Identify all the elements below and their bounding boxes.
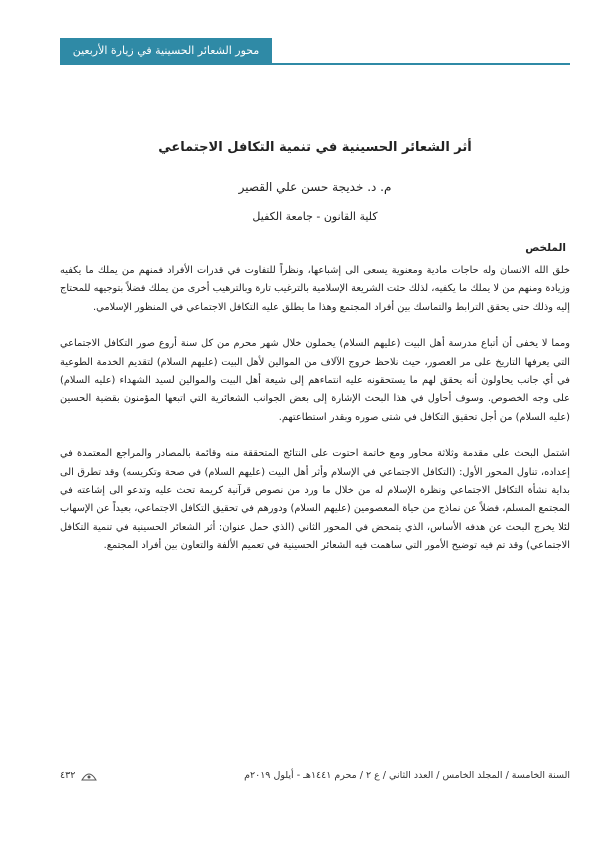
paper-title: أثر الشعائر الحسينية في تنمية التكافل الاجتماعي [158, 140, 472, 155]
abstract-paragraph: خلق الله الانسان وله حاجات مادية ومعنوية يسعى الى إشباعها، ونظراً للتفاوت في قدرات الأفراد فمنهم من يملك ما يكفيه وزيادة ومنهم من لا يملك ما يكفيه، لذلك حثت الشريعة الإسلامية بالترغيب تارة وبالترهيب أخرى من يملك فضلاً بتوجيهه للمحتاج إليه وذلك حتى يحقق الترابط والتماسك بين أفراد المجتمع وهذا ما يطلق عليه التكافل الاجتماعي في المنظور الإسلامي. [60, 265, 570, 313]
page-number: ٤٣٢ [60, 770, 76, 781]
abstract-paragraph: اشتمل البحث على مقدمة وثلاثة محاور ومع خاتمة احتوت على النتائج المتحققة منه وقائمة بالمصادر والمراجع المعتمدة في إعداده، تناول المحور الأول: (التكافل الاجتماعي في الإسلام وأثر أهل البيت (عليهم السلام) في صحة وتكريسه) وقد تطرق الى بداية نشأة التكافل الاجتماعي ونظرة الإسلام له من خلال ما ورد من نصوص قرآنية كريمة تحث عليه وتدعو الى إشاعته في المجتمع المسلم، فضلاً عن نماذج من حياة المعصومين (عليهم السلام) ودورهم في تحقيق التكافل الاجتماعي، بعيداً عن الإسهاب لئلا يخرج البحث عن هدفه الأساس، الذي يتمحض في المحور الثاني (الذي حمل عنوان: أثر الشعائر الحسينية في تنمية التكافل الاجتماعي) وقد تم فيه توضيح الأمور التي ساهمت فيه الشعائر الحسينية في تعميم الألفة والتعاون بين أفراد المجتمع. [60, 448, 570, 552]
ornament-icon [81, 771, 97, 781]
abstract-body [60, 262, 570, 574]
abstract-heading: الملخص [525, 242, 566, 254]
section-header-label: محور الشعائر الحسينية في زيارة الأربعين [72, 44, 260, 57]
page-number-group [60, 770, 97, 781]
journal-citation: السنة الخامسة / المجلد الخامس / العدد الثاني / ع ٢ / محرم ١٤٤١هـ - أيلول ٢٠١٩م [244, 770, 570, 781]
section-header-band [60, 38, 272, 64]
author-name: م. د. خديجة حسن علي القصير [238, 180, 392, 194]
author-affiliation: كلية القانون - جامعة الكفيل [252, 210, 378, 223]
header-rule [60, 63, 570, 65]
abstract-paragraph: ومما لا يخفى أن أتباع مدرسة أهل البيت (عليهم السلام) يحملون خلال شهر محرم من كل سنة أروع صور التكافل الاجتماعي التي يعرفها التاريخ على مر العصور، حيث نلاحظ خروج الآلاف من الموالين لأهل البيت (عليهم السلام) لتقديم الخدمة الطوعية في أي جانب يحاولون أنه يحقق لهم ما يستحقونه عليه انتماءهم إلى شيعة أهل البيت والموالين لسيد الشهداء (عليه السلام) على وجه الخصوص. وسوف أحاول في هذا البحث الإشارة إلى بعض الجوانب الشعائرية التي اتبعها المؤمنون بقضية الحسين (عليه السلام) من أجل تحقيق التكافل في شتى صوره وبقدر استطاعتهم. [60, 338, 570, 423]
page-footer [60, 770, 570, 781]
